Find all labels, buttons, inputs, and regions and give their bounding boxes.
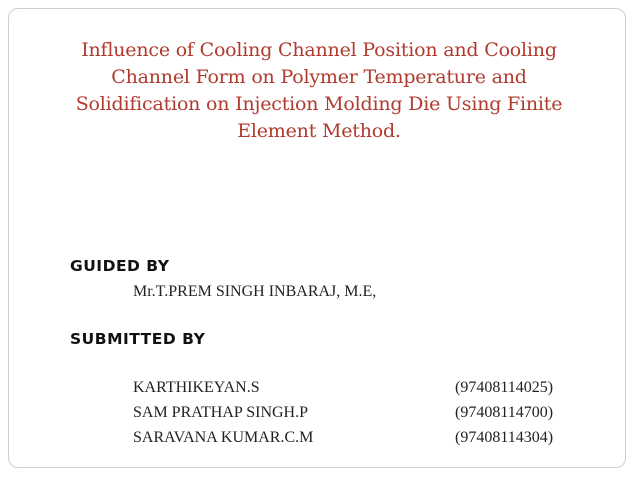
guided-by-heading: GUIDED BY [70, 257, 170, 275]
member-id-2: (97408114700) [455, 404, 554, 421]
member-name-1: KARTHIKEYAN.S [133, 379, 260, 396]
title-line-3: Solidification on Injection Molding Die Using Finite [75, 93, 563, 115]
title-line-2: Channel Form on Polymer Temperature and [111, 66, 527, 88]
member-name-3: SARAVANA KUMAR.C.M [133, 429, 314, 446]
title-line-4: Element Method. [237, 120, 401, 142]
submitted-by-heading: SUBMITTED BY [70, 330, 206, 348]
title-line-1: Influence of Cooling Channel Position and Cooling [81, 39, 557, 61]
member-name-2: SAM PRATHAP SINGH.P [133, 404, 309, 421]
member-id-1: (97408114025) [455, 379, 554, 396]
slide-title [22, 37, 616, 145]
guide-name: Mr.T.PREM SINGH INBARAJ, M.E, [133, 283, 377, 300]
member-id-3: (97408114304) [455, 429, 554, 446]
